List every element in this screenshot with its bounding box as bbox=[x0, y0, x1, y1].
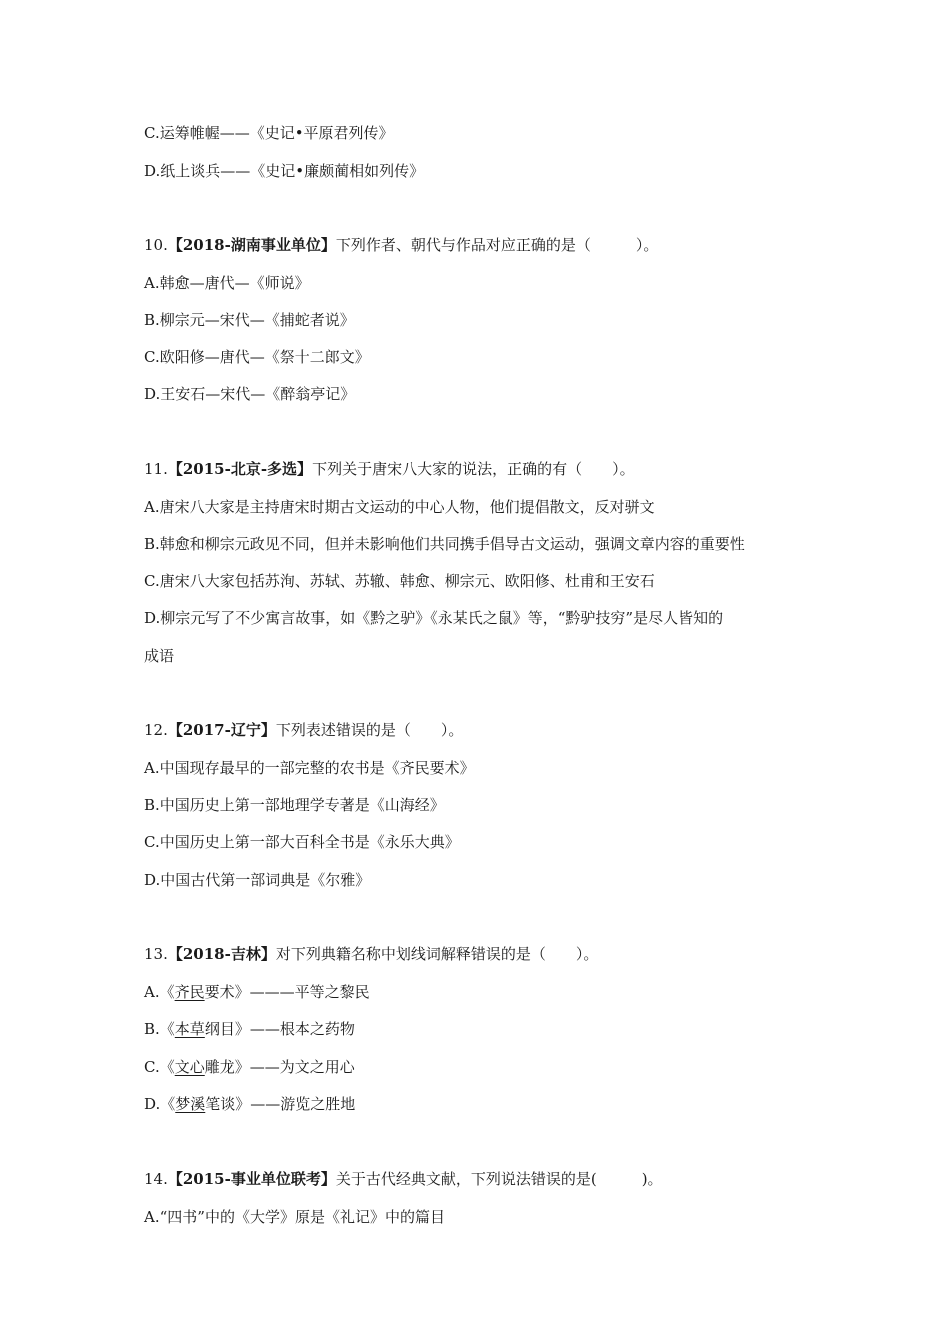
q13-option-b-rest: 纲目》——根本之药物 bbox=[204, 1020, 355, 1038]
q14-title bbox=[144, 1169, 663, 1189]
q13-option-c-prefix: C.《 bbox=[144, 1058, 175, 1076]
q12-title bbox=[144, 720, 463, 740]
q10-title bbox=[144, 235, 658, 255]
q12-option-a: A.中国现存最早的一部完整的农书是《齐民要术》 bbox=[144, 759, 475, 777]
q13-option-b bbox=[144, 1019, 355, 1039]
q9-option-c: C.运筹帷幄——《史记•平原君列传》 bbox=[144, 124, 394, 142]
q12-number: 12. bbox=[144, 721, 168, 739]
q13-option-a-underlined-term: 齐民 bbox=[174, 983, 205, 1001]
q11-option-c: C.唐宋八大家包括苏洵、苏轼、苏辙、韩愈、柳宗元、欧阳修、杜甫和王安石 bbox=[144, 572, 655, 590]
q10-stem: 下列作者、朝代与作品对应正确的是（ ）。 bbox=[335, 236, 659, 254]
q13-option-c-rest: 雕龙》——为文之用心 bbox=[204, 1058, 355, 1076]
q12-option-b: B.中国历史上第一部地理学专著是《山海经》 bbox=[144, 796, 445, 814]
q13-option-d bbox=[144, 1094, 355, 1114]
q11-option-a: A.唐宋八大家是主持唐宋时期古文运动的中心人物，他们提倡散文，反对骈文 bbox=[144, 498, 655, 516]
q10-tag: 【2018-湖南事业单位】 bbox=[167, 236, 336, 254]
q10-option-c: C.欧阳修—唐代—《祭十二郎文》 bbox=[144, 348, 370, 366]
q11-number: 11. bbox=[144, 460, 168, 478]
q12-option-d: D.中国古代第一部词典是《尔雅》 bbox=[144, 871, 371, 889]
q13-option-d-underlined-term: 梦溪 bbox=[175, 1095, 206, 1113]
q13-option-d-prefix: D.《 bbox=[144, 1095, 176, 1113]
q10-option-a: A.韩愈—唐代—《师说》 bbox=[144, 274, 310, 292]
q13-option-a bbox=[144, 982, 370, 1002]
q13-stem: 对下列典籍名称中划线词解释错误的是（ ）。 bbox=[275, 945, 599, 963]
q13-number: 13. bbox=[144, 945, 168, 963]
q11-stem: 下列关于唐宋八大家的说法，正确的有（ ）。 bbox=[312, 460, 635, 478]
q11-tag: 【2015-北京-多选】 bbox=[167, 460, 313, 478]
q13-tag: 【2018-吉林】 bbox=[167, 945, 276, 963]
q14-option-a: A.“四书”中的《大学》原是《礼记》中的篇目 bbox=[144, 1208, 445, 1226]
q13-option-c bbox=[144, 1057, 355, 1077]
q13-option-a-rest: 要术》———平等之黎民 bbox=[204, 983, 370, 1001]
q13-option-c-underlined-term: 文心 bbox=[174, 1058, 205, 1076]
q10-option-d: D.王安石—宋代—《醉翁亭记》 bbox=[144, 385, 356, 403]
q13-option-b-prefix: B.《 bbox=[144, 1020, 175, 1038]
q13-option-a-prefix: A.《 bbox=[144, 983, 175, 1001]
q12-stem: 下列表述错误的是（ ）。 bbox=[275, 721, 464, 739]
q12-tag: 【2017-辽宁】 bbox=[167, 721, 276, 739]
q11-option-b: B.韩愈和柳宗元政见不同，但并未影响他们共同携手倡导古文运动，强调文章内容的重要性 bbox=[144, 535, 745, 553]
q13-title bbox=[144, 944, 598, 964]
q10-number: 10. bbox=[144, 236, 168, 254]
q14-number: 14. bbox=[144, 1170, 168, 1188]
q14-stem: 关于古代经典文献，下列说法错误的是( )。 bbox=[335, 1170, 663, 1188]
q11-option-d-continued: 成语 bbox=[144, 647, 175, 665]
q13-option-d-rest: 笔谈》——游览之胜地 bbox=[205, 1095, 356, 1113]
q9-option-d: D.纸上谈兵——《史记•廉颇蔺相如列传》 bbox=[144, 162, 425, 180]
q11-option-d: D.柳宗元写了不少寓言故事，如《黔之驴》《永某氏之鼠》等，“黔驴技穷”是尽人皆知的 bbox=[144, 609, 724, 627]
q11-title bbox=[144, 459, 635, 479]
q12-option-c: C.中国历史上第一部大百科全书是《永乐大典》 bbox=[144, 833, 460, 851]
q10-option-b: B.柳宗元—宋代—《捕蛇者说》 bbox=[144, 311, 355, 329]
q13-option-b-underlined-term: 本草 bbox=[174, 1020, 205, 1038]
q14-tag: 【2015-事业单位联考】 bbox=[167, 1170, 336, 1188]
